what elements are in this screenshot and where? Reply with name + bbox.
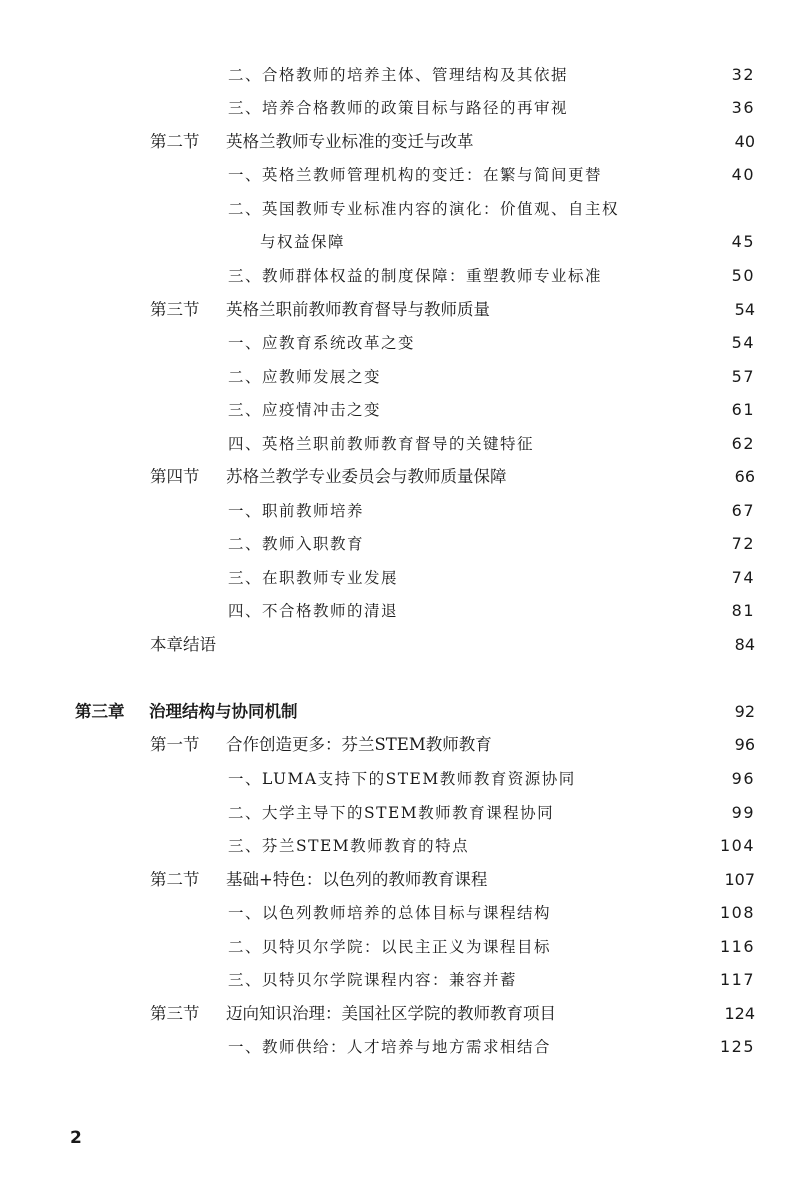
- toc-entry-sub: [0, 395, 790, 425]
- toc-entry-sub: [0, 932, 790, 962]
- page-ref: 40: [734, 132, 755, 151]
- page-ref: 67: [731, 501, 755, 520]
- toc-entry-section: [0, 730, 790, 760]
- section-label: [150, 865, 487, 895]
- toc-entry-sub: [0, 194, 790, 224]
- section-title: 英格兰教师专业标准的变迁与改革: [226, 132, 474, 151]
- page-ref: 92: [734, 702, 755, 721]
- page-ref: 124: [724, 1004, 755, 1023]
- toc-entry-sub: [0, 563, 790, 593]
- toc-entry-section: [0, 865, 790, 895]
- subsection-title: 一、教师供给：人才培养与地方需求相结合: [228, 1038, 552, 1056]
- section-prefix: 第二节: [150, 870, 200, 889]
- subsection-title: 一、应教育系统改革之变: [228, 334, 416, 352]
- toc-entry-sub: [0, 596, 790, 626]
- toc-entry-sub: [0, 898, 790, 928]
- page-number: 2: [70, 1128, 82, 1148]
- chapter-title: 治理结构与协同机制: [149, 702, 298, 721]
- toc-entry-sub: [0, 328, 790, 358]
- subsection-title: 二、大学主导下的STEM教师教育课程协同: [228, 804, 555, 822]
- page-ref: 108: [719, 903, 755, 922]
- toc-entry-sub: [0, 965, 790, 995]
- section-prefix: 第四节: [150, 467, 200, 486]
- subsection-title: 三、芬兰STEM教师教育的特点: [228, 837, 470, 855]
- toc-entry-sub: [0, 529, 790, 559]
- page-ref: 36: [731, 98, 755, 117]
- toc-entry-sub: [0, 496, 790, 526]
- chapter-prefix: 第三章: [75, 702, 125, 721]
- subsection-title: 二、英国教师专业标准内容的演化：价值观、自主权: [228, 200, 620, 218]
- section-prefix: 第三节: [150, 300, 200, 319]
- toc-entry-sub: [0, 831, 790, 861]
- subsection-title: 四、英格兰职前教师教育督导的关键特征: [228, 435, 535, 453]
- subsection-title: 二、教师入职教育: [228, 535, 365, 553]
- page-ref: 72: [731, 534, 755, 553]
- subsection-title: 一、职前教师培养: [228, 502, 365, 520]
- page-ref: 117: [719, 970, 755, 989]
- toc-entry-section: [0, 127, 790, 157]
- page-ref: 125: [719, 1037, 755, 1056]
- page-ref: 104: [719, 836, 755, 855]
- section-label: [150, 730, 492, 760]
- subsection-title: 四、不合格教师的清退: [228, 602, 399, 620]
- toc-entry-sub: [0, 1032, 790, 1062]
- toc-entry-sub: [0, 798, 790, 828]
- subsection-title: 一、LUMA支持下的STEM教师教育资源协同: [228, 770, 576, 788]
- page-ref: 96: [734, 735, 755, 754]
- toc-entry-section: [0, 999, 790, 1029]
- page-ref: 62: [731, 434, 755, 453]
- toc-entry-sub: [0, 261, 790, 291]
- subsection-title: 三、贝特贝尔学院课程内容：兼容并蓄: [228, 971, 518, 989]
- page-ref: 116: [719, 937, 755, 956]
- page-ref: 50: [731, 266, 755, 285]
- section-label: [150, 295, 490, 325]
- subsection-title: 一、英格兰教师管理机构的变迁：在繁与简间更替: [228, 166, 603, 184]
- toc-entry-sub: [0, 160, 790, 190]
- toc-entry-cont: [0, 227, 790, 257]
- subsection-title: 与权益保障: [260, 233, 346, 251]
- toc-entry-section: [0, 295, 790, 325]
- section-title: 迈向知识治理：美国社区学院的教师教育项目: [226, 1004, 556, 1023]
- section-prefix: 第三节: [150, 1004, 200, 1023]
- section-label: [150, 462, 507, 492]
- section-label: [150, 999, 556, 1029]
- page-ref: 84: [734, 635, 755, 654]
- page-ref: 96: [731, 769, 755, 788]
- page-ref: 66: [734, 467, 755, 486]
- page-ref: 107: [724, 870, 755, 889]
- page-ref: 61: [731, 400, 755, 419]
- subsection-title: 三、应疫情冲击之变: [228, 401, 382, 419]
- page-ref: 57: [731, 367, 755, 386]
- toc-entry-section: [0, 630, 790, 660]
- section-prefix: 第一节: [150, 735, 200, 754]
- toc-entry-chapter: [0, 697, 790, 727]
- section-title: 基础+特色：以色列的教师教育课程: [226, 870, 488, 889]
- page-ref: 81: [731, 601, 755, 620]
- subsection-title: 三、在职教师专业发展: [228, 569, 399, 587]
- section-label: [150, 127, 474, 157]
- section-title: 本章结语: [150, 635, 216, 654]
- section-title: 英格兰职前教师教育督导与教师质量: [226, 300, 490, 319]
- subsection-title: 二、贝特贝尔学院：以民主正义为课程目标: [228, 938, 552, 956]
- section-title: 合作创造更多：芬兰STEM教师教育: [226, 735, 492, 754]
- section-title: 苏格兰教学专业委员会与教师质量保障: [226, 467, 507, 486]
- toc-entry-sub: [0, 764, 790, 794]
- section-prefix: 第二节: [150, 132, 200, 151]
- subsection-title: 一、以色列教师培养的总体目标与课程结构: [228, 904, 552, 922]
- toc-entry-sub: [0, 362, 790, 392]
- page-ref: 40: [731, 165, 755, 184]
- page-ref: 74: [731, 568, 755, 587]
- section-label: [150, 630, 216, 660]
- toc-entry-sub: [0, 429, 790, 459]
- subsection-title: 三、教师群体权益的制度保障：重塑教师专业标准: [228, 267, 603, 285]
- page-ref: 54: [734, 300, 755, 319]
- chapter-label: [75, 697, 298, 727]
- toc-entry-sub: [0, 93, 790, 123]
- toc-entry-sub: [0, 60, 790, 90]
- page-ref: 32: [731, 65, 755, 84]
- subsection-title: 二、应教师发展之变: [228, 368, 382, 386]
- subsection-title: 三、培养合格教师的政策目标与路径的再审视: [228, 99, 569, 117]
- subsection-title: 二、合格教师的培养主体、管理结构及其依据: [228, 66, 569, 84]
- page-ref: 54: [731, 333, 755, 352]
- page-ref: 99: [731, 803, 755, 822]
- page-ref: 45: [731, 232, 755, 251]
- toc-entry-section: [0, 462, 790, 492]
